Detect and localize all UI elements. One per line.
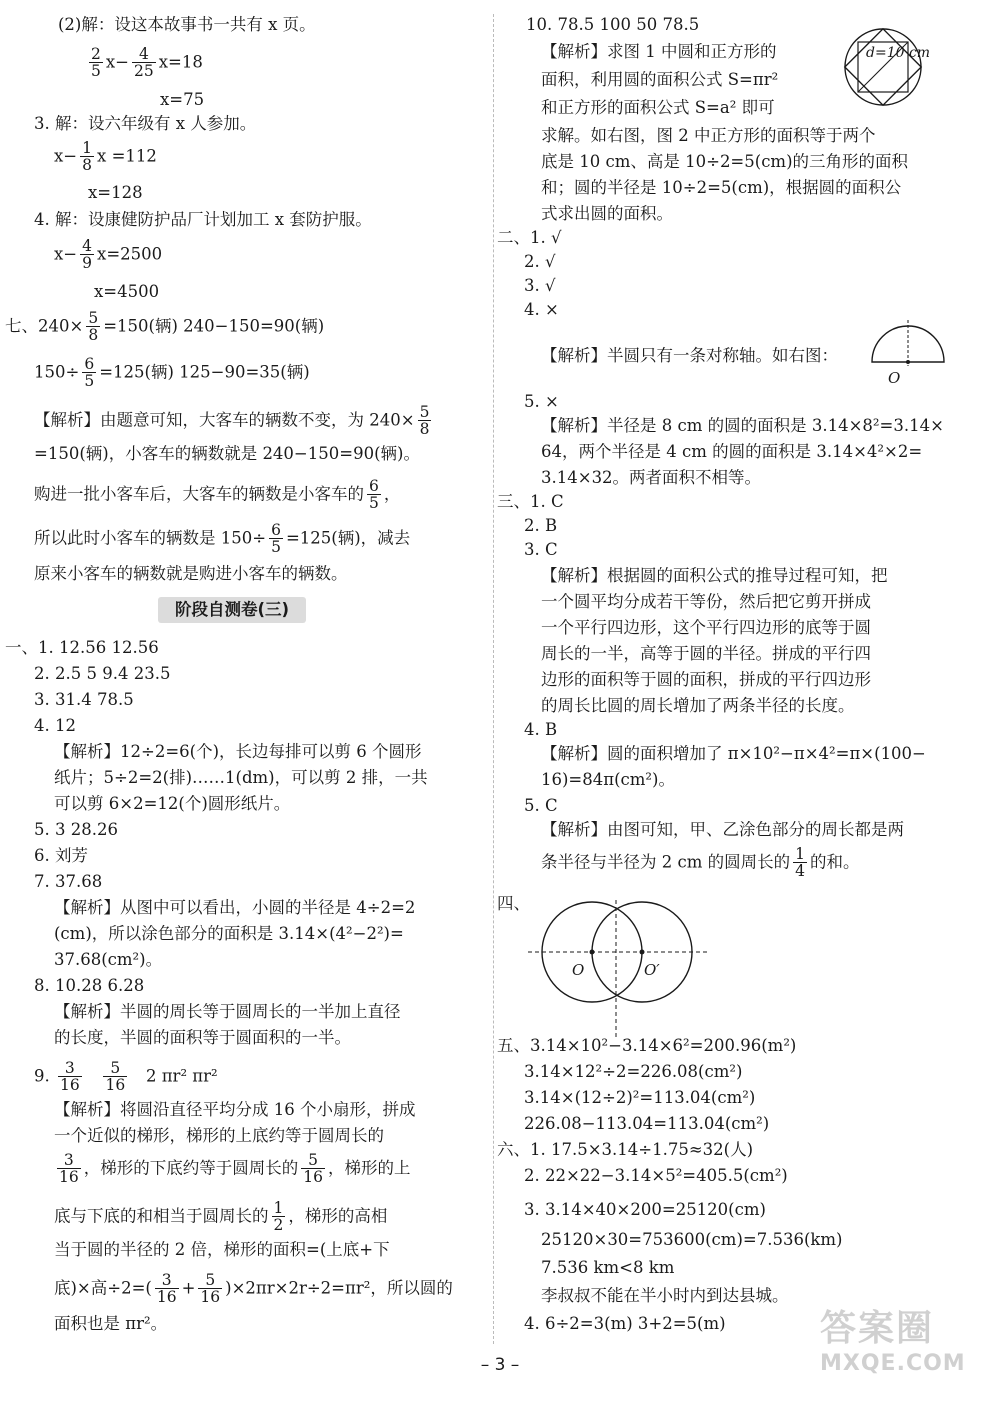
- analysis-line: 式求出圆的面积。: [541, 204, 673, 223]
- answer-line: 3. 3.14×40×200=25120(cm): [524, 1200, 766, 1219]
- fraction: $\frac{5}{16}$: [105, 1059, 126, 1095]
- analysis-line: 【解析】半圆只有一条对称轴。如右图：: [541, 346, 838, 365]
- answer-line: 2. √: [524, 252, 556, 271]
- center-o-label: O: [572, 961, 585, 979]
- fraction: $\frac{6}{5}$: [84, 355, 95, 391]
- answer-line: 3. C: [524, 540, 558, 559]
- analysis-line: 的周长比圆的周长增加了两条半径的长度。: [541, 696, 855, 715]
- analysis-line: =150(辆)，小客车的辆数就是 240−150=90(辆)。: [34, 444, 420, 463]
- analysis-line: 购进一批小客车后，大客车的辆数是小客车的 $\frac{6}{5}$ ，: [34, 477, 401, 513]
- section-label: 四、: [497, 894, 530, 913]
- answer-line: 六、1. 17.5×3.14÷1.75≈32(人): [497, 1140, 754, 1159]
- answer-line: 2. 22×22−3.14×5²=405.5(cm²): [524, 1166, 788, 1185]
- two-circles-figure: [528, 900, 710, 1040]
- answer-line: 8. 10.28 6.28: [34, 976, 145, 995]
- analysis-line: 【解析】圆的面积增加了 π×10²−π×4²=π×(100−: [541, 744, 926, 763]
- analysis-line: 边形的面积等于圆的面积，拼成的平行四边形: [541, 670, 871, 689]
- answer-line: 5. 3 28.26: [34, 820, 118, 839]
- text-line: x=4500: [94, 282, 160, 301]
- answer-line: 3. 31.4 78.5: [34, 690, 134, 709]
- watermark: 答案圈 MXQE.COM: [820, 1308, 966, 1376]
- answer-line: 李叔叔不能在半小时内到达县城。: [541, 1286, 789, 1305]
- analysis-line: 底与下底的和相当于圆周长的 $\frac{1}{2}$ ，梯形的高相: [54, 1199, 388, 1235]
- answer-line: 3.14×12²÷2=226.08(cm²): [524, 1062, 743, 1081]
- semicircle-figure: [868, 318, 948, 368]
- analysis-line: 当于圆的半径的 2 倍，梯形的面积=(上底+下: [54, 1240, 390, 1259]
- equation-line: x− $\frac{1}{8}$ x =112: [54, 139, 157, 175]
- fraction: $\frac{1}{8}$: [82, 139, 93, 175]
- analysis-line: 一个平行四边形，这个平行四边形的底等于圆: [541, 618, 871, 637]
- fraction: $\frac{3}{16}$: [59, 1151, 79, 1187]
- fraction: $\frac{4}{9}$: [82, 237, 93, 273]
- fraction: $\frac{1}{2}$: [273, 1199, 284, 1235]
- page-number: – 3 –: [480, 1355, 520, 1375]
- center-o2-label: O′: [644, 961, 660, 979]
- analysis-line: 【解析】根据圆的面积公式的推导过程可知，把: [541, 566, 888, 585]
- fraction: $\frac{5}{16}$: [200, 1271, 221, 1307]
- fraction: $\frac{3}{16}$: [156, 1271, 177, 1307]
- answer-line: 6. 刘芳: [34, 846, 88, 865]
- answer-line: 3. √: [524, 276, 556, 295]
- fraction: $\frac{4}{25}$: [134, 45, 154, 81]
- equation-line: 七、240× $\frac{5}{8}$ =150(辆) 240−150=90(辆): [5, 309, 325, 345]
- answer-line: 4. ×: [524, 300, 559, 319]
- text-line: (2)解：设这本故事书一共有 x 页。: [58, 15, 316, 34]
- answer-line: 226.08−113.04=113.04(cm²): [524, 1114, 770, 1133]
- analysis-line: 64，两个半径是 4 cm 的圆的面积是 3.14×4²×2=: [541, 442, 923, 461]
- answer-line: 一、1. 12.56 12.56: [5, 638, 159, 657]
- analysis-line: 和；圆的半径是 10÷2=5(cm)，根据圆的面积公: [541, 178, 902, 197]
- equation-line: 150÷ $\frac{6}{5}$ =125(辆) 125−90=35(辆): [34, 355, 310, 391]
- answer-line: 5. ×: [524, 392, 559, 411]
- fraction: $\frac{2}{5}$: [91, 45, 101, 81]
- text-line: x=75: [160, 90, 205, 109]
- answer-line: 7.536 km<8 km: [541, 1258, 675, 1277]
- analysis-line: 面积，利用圆的面积公式 S=πr²: [541, 70, 779, 89]
- fraction: $\frac{6}{5}$: [369, 477, 379, 513]
- circle-square-figure: [838, 22, 931, 112]
- fraction: $\frac{5}{8}$: [419, 403, 430, 439]
- answer-line: 25120×30=753600(cm)=7.536(km): [541, 1230, 843, 1249]
- analysis-line: 条半径与半径为 2 cm 的圆周长的 $\frac{1}{4}$ 的和。: [541, 845, 860, 881]
- answer-line: 3.14×(12÷2)²=113.04(cm²): [524, 1088, 756, 1107]
- answer-line: 二、1. √: [497, 228, 562, 247]
- analysis-line: 底是 10 cm、高是 10÷2=5(cm)的三角形的面积: [541, 152, 909, 171]
- analysis-line: 一个圆平均分成若干等份，然后把它剪开拼成: [541, 592, 871, 611]
- analysis-line: 【解析】12÷2=6(个)，长边每排可以剪 6 个圆形: [54, 742, 422, 761]
- diameter-label: d=10 cm: [866, 45, 931, 61]
- text-line: 3. 解：设六年级有 x 人参加。: [34, 114, 257, 133]
- analysis-line: 原来小客车的辆数就是购进小客车的辆数。: [34, 564, 348, 583]
- answer-line: 7. 37.68: [34, 872, 103, 891]
- analysis-line: (cm)，所以涂色部分的面积是 3.14×(4²−2²)=: [54, 924, 404, 943]
- fraction: $\frac{5}{16}$: [303, 1151, 323, 1187]
- answer-line: 五、3.14×10²−3.14×6²=200.96(m²): [497, 1036, 797, 1055]
- text-line: 4. 解：设康健防护品厂计划加工 x 套防护服。: [34, 210, 372, 229]
- analysis-line: 纸片；5÷2=2(排)……1(dm)，可以剪 2 排，一共: [54, 768, 428, 787]
- center-label: O: [888, 369, 901, 387]
- analysis-line: 【解析】半径是 8 cm 的圆的面积是 3.14×8²=3.14×: [541, 416, 944, 435]
- answer-line: 4. B: [524, 720, 558, 739]
- text-line: x=128: [88, 183, 143, 202]
- analysis-line: 可以剪 6×2=12(个)圆形纸片。: [54, 794, 291, 813]
- fraction: $\frac{6}{5}$: [271, 521, 281, 557]
- answer-line: 4. 12: [34, 716, 76, 735]
- analysis-line: 底)×高÷2=( $\frac{3}{16}$ + $\frac{5}{16}$ )×2πr×2r÷2=πr²，所以圆的: [54, 1271, 453, 1307]
- analysis-line: 37.68(cm²)。: [54, 950, 163, 969]
- analysis-line: 【解析】由题意可知，大客车的辆数不变，为 240× $\frac{5}{8}$: [34, 403, 430, 439]
- analysis-line: 16)=84π(cm²)。: [541, 770, 675, 789]
- analysis-line: 所以此时小客车的辆数是 150÷ $\frac{6}{5}$ =125(辆)，减去: [34, 521, 411, 557]
- answer-line: 10. 78.5 100 50 78.5: [526, 15, 700, 34]
- analysis-line: 面积也是 πr²。: [54, 1314, 168, 1333]
- fraction: $\frac{3}{16}$: [60, 1059, 80, 1095]
- fraction: $\frac{1}{4}$: [795, 845, 805, 881]
- analysis-line: 求解。如右图，图 2 中正方形的面积等于两个: [541, 126, 876, 145]
- fraction: $\frac{5}{8}$: [88, 309, 99, 345]
- analysis-line: 的长度，半圆的面积等于圆面积的一半。: [54, 1028, 351, 1047]
- answer-line: 2. 2.5 5 9.4 23.5: [34, 664, 171, 683]
- analysis-line: 和正方形的面积公式 S=a² 即可: [541, 98, 775, 117]
- column-divider: [493, 14, 494, 1344]
- analysis-line: 【解析】半圆的周长等于圆周长的一半加上直径: [54, 1002, 401, 1021]
- analysis-line: 【解析】由图可知，甲、乙涂色部分的周长都是两: [541, 820, 904, 839]
- analysis-line: 3.14×32。两者面积不相等。: [541, 468, 762, 487]
- answer-line: 5. C: [524, 796, 558, 815]
- analysis-line: 周长的一半，高等于圆的半径。拼成的平行四: [541, 644, 871, 663]
- equation-line: $\frac{2}{5}$ x− $\frac{4}{25}$ x=18: [91, 45, 203, 81]
- section-title: 阶段自测卷(三): [158, 597, 306, 623]
- equation-line: x− $\frac{4}{9}$ x=2500: [54, 237, 163, 273]
- analysis-line: 一个近似的梯形，梯形的上底约等于圆周长的: [54, 1126, 384, 1145]
- analysis-line: 【解析】将圆沿直径平均分成 16 个小扇形，拼成: [54, 1100, 416, 1119]
- answer-line: 2. B: [524, 516, 558, 535]
- analysis-line: $\frac{3}{16}$ ，梯形的下底约等于圆周长的 $\frac{5}{16}$ ，梯形的上: [59, 1151, 411, 1187]
- analysis-line: 【解析】求图 1 中圆和正方形的: [541, 42, 777, 61]
- answer-line: 9. $\frac{3}{16}$ $\frac{5}{16}$ 2 πr² πr²: [34, 1059, 218, 1095]
- answer-line: 4. 6÷2=3(m) 3+2=5(m): [524, 1314, 726, 1333]
- analysis-line: 【解析】从图中可以看出，小圆的半径是 4÷2=2: [54, 898, 416, 917]
- answer-line: 三、1. C: [497, 492, 564, 511]
